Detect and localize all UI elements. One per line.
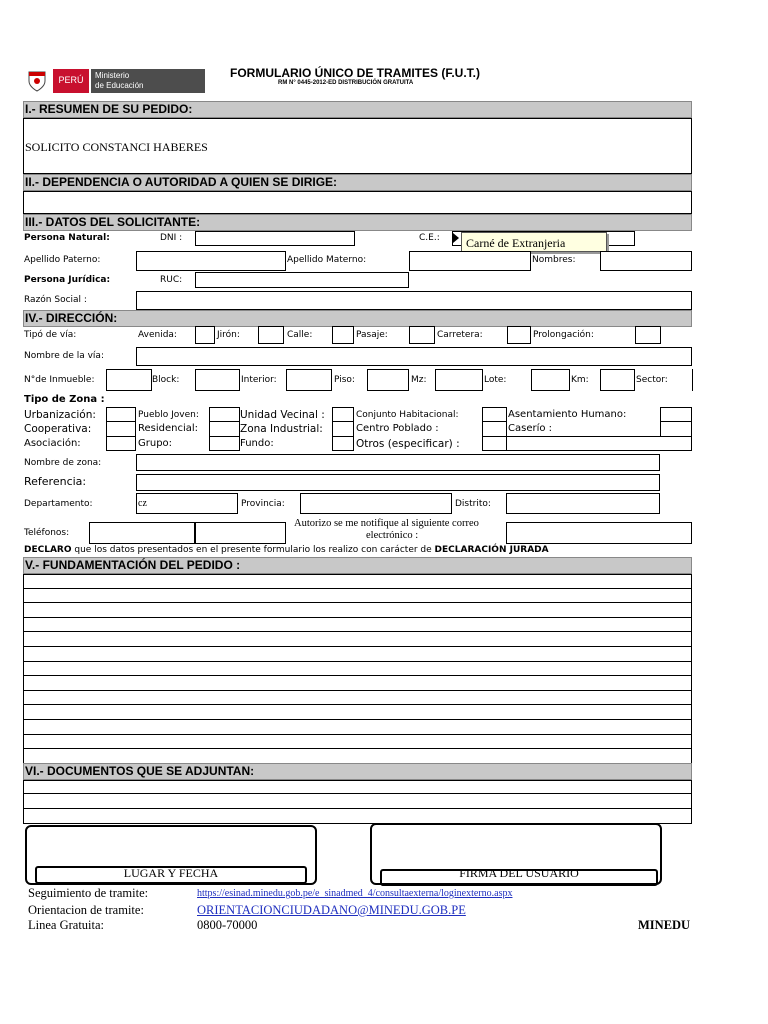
apellido-paterno-label: Apellido Paterno: bbox=[24, 255, 101, 265]
apellido-materno-label: Apellido Materno: bbox=[287, 255, 367, 265]
documentos-row bbox=[23, 794, 692, 809]
departamento-value: cz bbox=[138, 498, 147, 509]
nombre-zona-field[interactable] bbox=[136, 454, 660, 471]
piso-label: Piso: bbox=[334, 375, 355, 385]
dni-field[interactable] bbox=[195, 231, 355, 246]
declaracion-text bbox=[24, 545, 549, 555]
documentos-row bbox=[23, 780, 692, 794]
km-field[interactable] bbox=[600, 369, 635, 391]
piso-field[interactable] bbox=[367, 369, 409, 391]
cooperativa-checkbox[interactable] bbox=[106, 421, 136, 437]
calle-label: Calle: bbox=[287, 330, 313, 340]
orientacion-label: Orientacion de tramite: bbox=[28, 903, 144, 917]
fundamentacion-line bbox=[23, 734, 692, 735]
persona-juridica-label: Persona Jurídica: bbox=[24, 275, 111, 285]
razon-social-field[interactable] bbox=[136, 291, 692, 310]
comment-marker-icon bbox=[453, 233, 459, 243]
caserio-label: Caserío : bbox=[508, 423, 553, 434]
resumen-value: SOLICITO CONSTANCI HABERES bbox=[25, 140, 208, 154]
linea-gratuita-label: Linea Gratuita: bbox=[28, 918, 105, 932]
jiron-label: Jirón: bbox=[217, 330, 240, 340]
interior-field[interactable] bbox=[286, 369, 332, 391]
urbanizacion-checkbox[interactable] bbox=[106, 407, 136, 422]
fundamentacion-line bbox=[23, 646, 692, 647]
nombres-label: Nombres: bbox=[532, 255, 576, 265]
fundamentacion-line bbox=[23, 602, 692, 603]
lote-field[interactable] bbox=[531, 369, 570, 391]
conjunto-habitacional-label: Conjunto Habitacional: bbox=[356, 410, 459, 420]
linea-gratuita-value: 0800-70000 bbox=[197, 918, 258, 932]
orientacion-link[interactable]: ORIENTACIONCIUDADANO@MINEDU.GOB.PE bbox=[197, 903, 466, 917]
conjunto-habitacional-checkbox[interactable] bbox=[482, 407, 507, 422]
lote-label: Lote: bbox=[484, 375, 507, 385]
declaracion-jurada-bold: DECLARACIÓN JURADA bbox=[434, 545, 549, 555]
lugar-fecha-label: LUGAR Y FECHA bbox=[123, 866, 219, 880]
fundamentacion-line bbox=[23, 661, 692, 662]
fundamentacion-line bbox=[23, 704, 692, 705]
fundamentacion-line bbox=[23, 631, 692, 632]
calle-checkbox[interactable] bbox=[332, 326, 354, 344]
resumen-field[interactable] bbox=[23, 118, 692, 174]
block-field[interactable] bbox=[195, 369, 240, 391]
telefonos-label: Teléfonos: bbox=[24, 528, 70, 538]
pasaje-checkbox[interactable] bbox=[409, 326, 435, 344]
fundo-label: Fundo: bbox=[240, 438, 274, 449]
telefono-2-field[interactable] bbox=[195, 522, 286, 544]
minedu-logo bbox=[25, 69, 205, 93]
dni-label: DNI : bbox=[160, 233, 183, 243]
jiron-checkbox[interactable] bbox=[258, 326, 284, 344]
firma-label: FIRMA DEL USUARIO bbox=[459, 866, 579, 880]
section-4-header: IV.- DIRECCIÓN: bbox=[23, 310, 692, 327]
logo-ministry-line1: Ministerio bbox=[95, 71, 130, 80]
prolongacion-label: Prolongación: bbox=[533, 330, 594, 340]
otros-label: Otros (especificar) : bbox=[356, 438, 460, 450]
asentamiento-humano-checkbox[interactable] bbox=[660, 407, 692, 422]
autorizo-line1: Autorizo se me notifique al siguiente correo bbox=[294, 518, 479, 529]
correo-field[interactable] bbox=[506, 522, 692, 544]
nombre-via-field[interactable] bbox=[136, 347, 692, 366]
centro-poblado-label: Centro Poblado : bbox=[356, 423, 439, 434]
otros-specify-field[interactable] bbox=[506, 436, 692, 451]
ruc-label: RUC: bbox=[160, 275, 183, 285]
fundamentacion-line bbox=[23, 675, 692, 676]
section-3-header: III.- DATOS DEL SOLICITANTE: bbox=[23, 214, 692, 231]
zona-industrial-label: Zona Industrial: bbox=[240, 423, 323, 435]
mz-field[interactable] bbox=[435, 369, 483, 391]
interior-label: Interior: bbox=[241, 375, 277, 385]
logo-ministry-line2: de Educación bbox=[95, 81, 144, 90]
zona-industrial-checkbox[interactable] bbox=[332, 421, 354, 437]
num-inmueble-label: N°de Inmueble: bbox=[24, 375, 95, 385]
caserio-checkbox[interactable] bbox=[660, 421, 692, 437]
otros-checkbox[interactable] bbox=[482, 436, 507, 451]
nombre-via-label: Nombre de la vía: bbox=[24, 351, 104, 361]
distrito-label: Distrito: bbox=[455, 499, 491, 509]
prolongacion-checkbox[interactable] bbox=[635, 326, 661, 344]
seguimiento-link[interactable]: https://esinad.minedu.gob.pe/e_sinadmed_4/consultaexterna/loginexterno.aspx bbox=[197, 888, 513, 899]
departamento-field[interactable] bbox=[136, 493, 238, 514]
declaro-bold: DECLARO bbox=[24, 545, 72, 555]
apellido-paterno-field[interactable] bbox=[136, 251, 286, 271]
distrito-field[interactable] bbox=[506, 493, 660, 514]
section-6-header: VI.- DOCUMENTOS QUE SE ADJUNTAN: bbox=[23, 763, 692, 780]
asociacion-label: Asociación: bbox=[24, 438, 81, 449]
pasaje-label: Pasaje: bbox=[356, 330, 388, 340]
fundamentacion-line bbox=[23, 617, 692, 618]
urbanizacion-label: Urbanización: bbox=[24, 409, 96, 421]
pueblo-joven-checkbox[interactable] bbox=[209, 407, 240, 422]
ruc-field[interactable] bbox=[195, 272, 409, 288]
nombre-zona-label: Nombre de zona: bbox=[24, 458, 102, 468]
carretera-checkbox[interactable] bbox=[507, 326, 531, 344]
provincia-label: Provincia: bbox=[241, 499, 285, 509]
unidad-vecinal-checkbox[interactable] bbox=[332, 407, 354, 422]
autorizo-line2: electrónico : bbox=[366, 530, 419, 541]
ce-label: C.E.: bbox=[419, 233, 440, 243]
form-title: FORMULARIO ÚNICO DE TRAMITES (F.U.T.) bbox=[230, 66, 480, 80]
fundo-checkbox[interactable] bbox=[332, 436, 354, 451]
centro-poblado-checkbox[interactable] bbox=[482, 421, 507, 437]
fundamentacion-line bbox=[23, 588, 692, 589]
block-label: Block: bbox=[152, 375, 180, 385]
ce-tooltip bbox=[461, 232, 607, 252]
dependencia-field[interactable] bbox=[23, 191, 692, 214]
minedu-brand: MINEDU bbox=[638, 918, 691, 932]
razon-social-label: Razón Social : bbox=[24, 295, 87, 305]
persona-natural-label: Persona Natural: bbox=[24, 233, 110, 243]
pueblo-joven-label: Pueblo Joven: bbox=[138, 410, 199, 420]
grupo-checkbox[interactable] bbox=[209, 436, 240, 451]
avenida-checkbox[interactable] bbox=[195, 326, 215, 344]
asentamiento-humano-label: Asentamiento Humano: bbox=[508, 409, 627, 420]
referencia-field[interactable] bbox=[136, 474, 660, 491]
departamento-label: Departamento: bbox=[24, 499, 93, 509]
asociacion-checkbox[interactable] bbox=[106, 436, 136, 451]
sector-label: Sector: bbox=[636, 375, 668, 385]
section-2-header: II.- DEPENDENCIA O AUTORIDAD A QUIEN SE DIRIGE: bbox=[23, 174, 692, 191]
km-label: Km: bbox=[571, 375, 589, 385]
peru-shield-icon bbox=[25, 69, 49, 93]
nombres-field[interactable] bbox=[600, 251, 692, 271]
unidad-vecinal-label: Unidad Vecinal : bbox=[240, 409, 325, 421]
cooperativa-label: Cooperativa: bbox=[24, 423, 92, 435]
carretera-label: Carretera: bbox=[437, 330, 483, 340]
ce-tooltip-text: Carné de Extranjeria bbox=[466, 236, 566, 250]
logo-country: PERÚ bbox=[58, 75, 84, 85]
seguimiento-label: Seguimiento de tramite: bbox=[28, 886, 149, 900]
fundamentacion-line bbox=[23, 690, 692, 691]
fundamentacion-line bbox=[23, 719, 692, 720]
section-5-header: V.- FUNDAMENTACIÓN DEL PEDIDO : bbox=[23, 557, 692, 574]
residencial-checkbox[interactable] bbox=[209, 421, 240, 437]
referencia-label: Referencia: bbox=[24, 475, 87, 488]
mz-label: Mz: bbox=[411, 375, 427, 385]
section-1-header: I.- RESUMEN DE SU PEDIDO: bbox=[23, 101, 692, 118]
apellido-materno-field[interactable] bbox=[409, 251, 531, 271]
form-subtitle: RM N° 0445-2012-ED DISTRIBUCIÓN GRATUITA bbox=[278, 80, 414, 86]
tipo-zona-label: Tipo de Zona : bbox=[24, 394, 105, 405]
tipo-via-label: Tipó de vía: bbox=[24, 330, 77, 340]
fundamentacion-line bbox=[23, 748, 692, 749]
telefono-1-field[interactable] bbox=[89, 522, 195, 544]
residencial-label: Residencial: bbox=[138, 423, 199, 434]
provincia-field[interactable] bbox=[300, 493, 452, 514]
avenida-label: Avenida: bbox=[138, 330, 177, 340]
num-inmueble-field[interactable] bbox=[106, 369, 152, 391]
declaro-body: que los datos presentados en el presente formulario los realizo con carácter de bbox=[71, 545, 435, 555]
grupo-label: Grupo: bbox=[138, 438, 173, 449]
